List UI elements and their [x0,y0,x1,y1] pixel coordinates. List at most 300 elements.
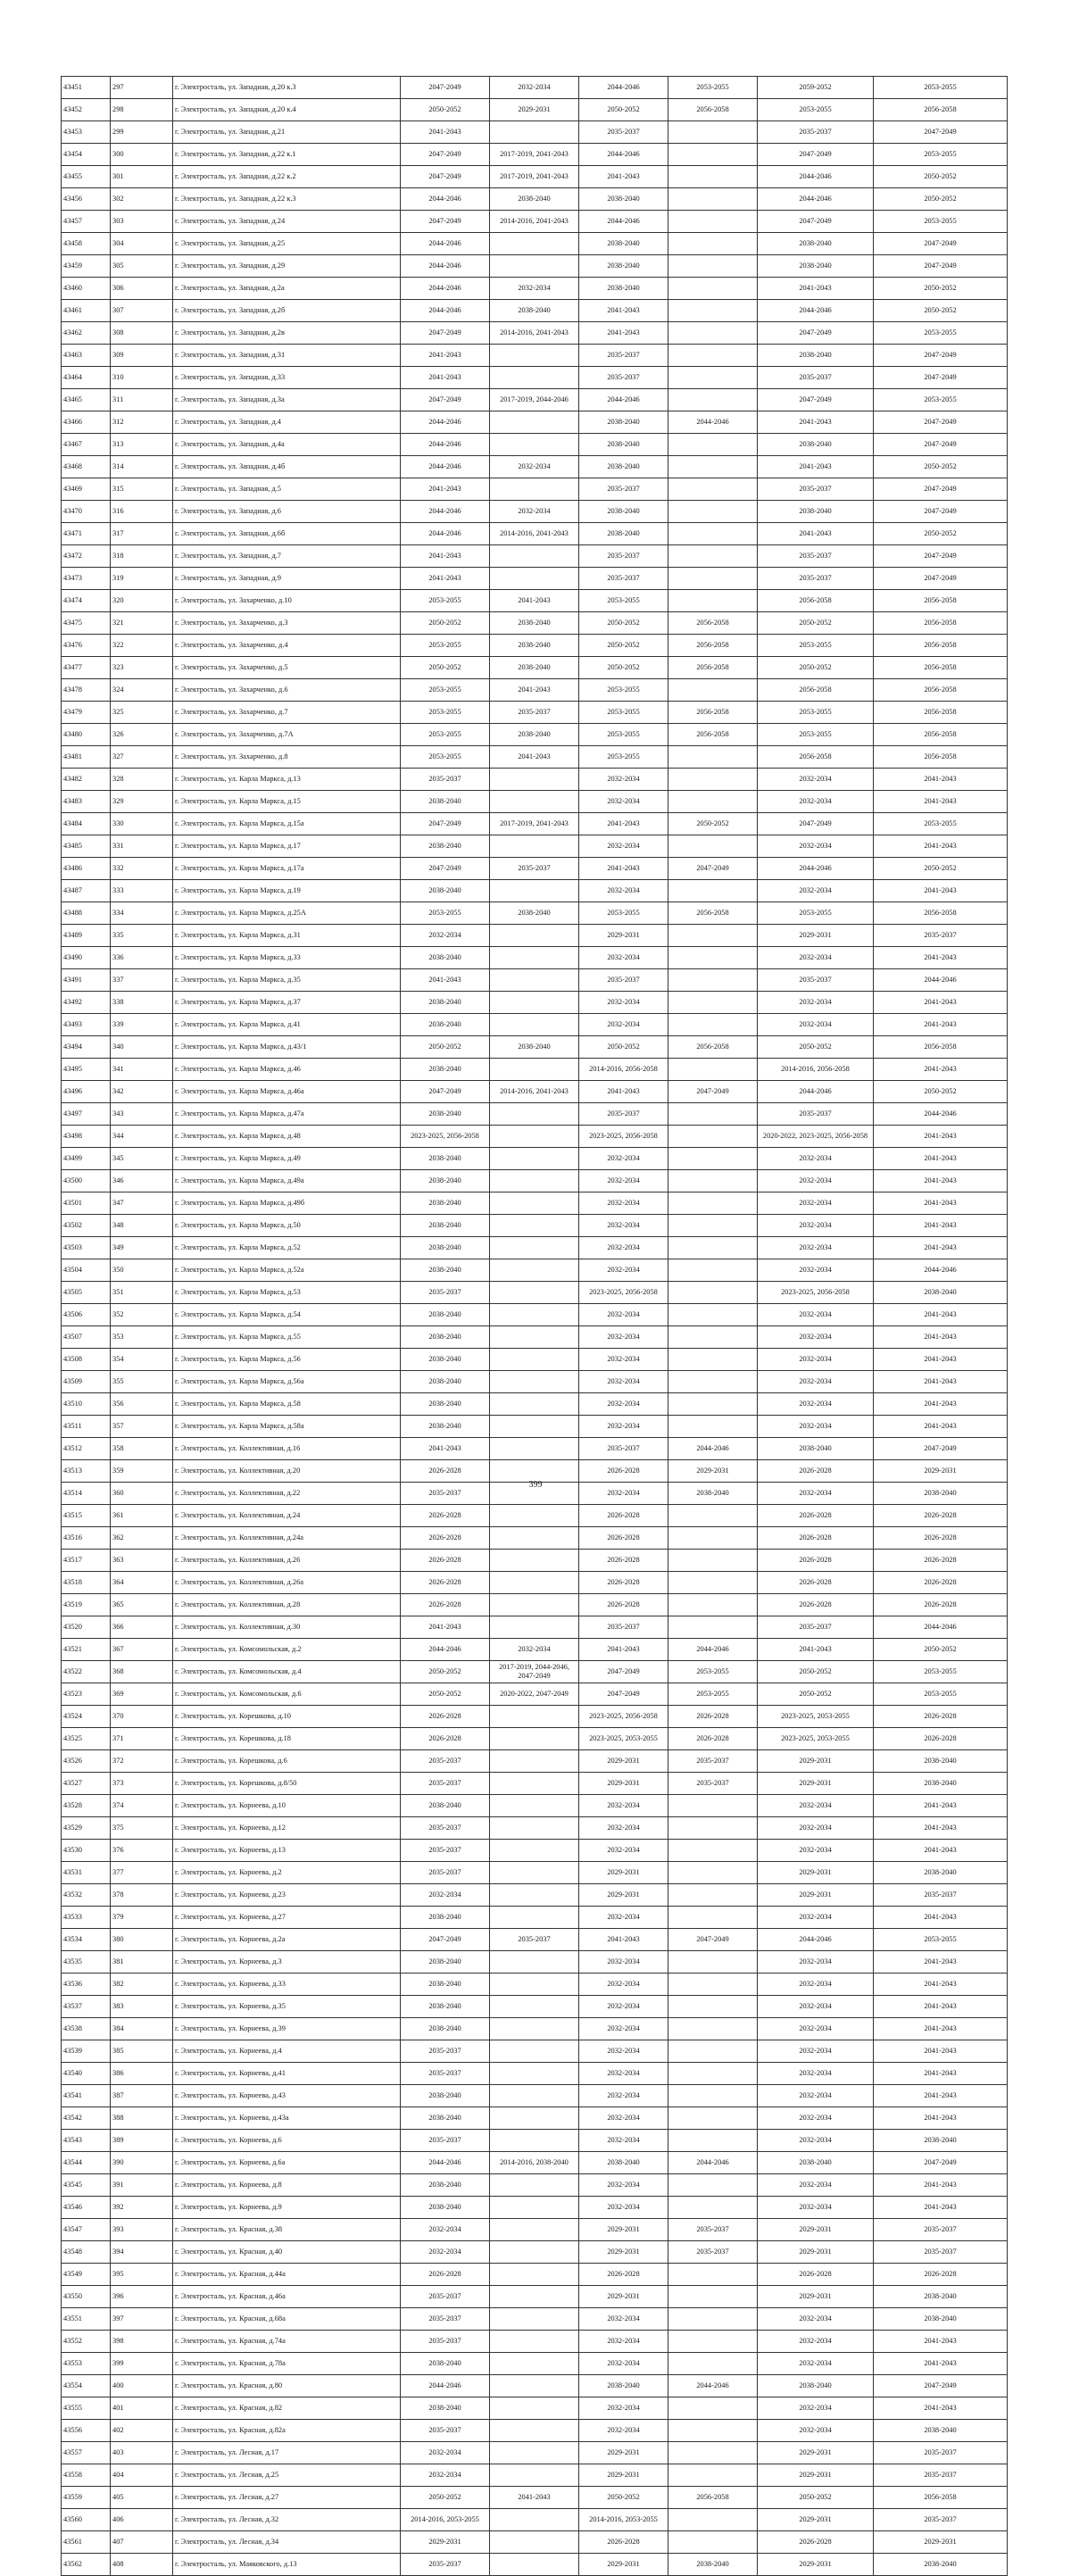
cell-year-range-2: 2038-2040 [490,902,579,925]
cell-address: г. Электросталь, ул. Западная, д.24 [173,211,401,233]
cell-registry-id: 43493 [62,1014,111,1036]
cell-year-range-2 [490,791,579,813]
cell-year-range-5: 2044-2046 [758,1081,874,1103]
cell-year-range-1: 2032-2034 [401,1884,490,1907]
cell-registry-id: 43548 [62,2241,111,2264]
cell-year-range-2 [490,1259,579,1282]
cell-registry-id: 43486 [62,858,111,880]
cell-row-number: 357 [111,1416,173,1438]
cell-year-range-3: 2032-2034 [579,2107,668,2130]
cell-year-range-3: 2023-2025, 2056-2058 [579,1126,668,1148]
cell-address: г. Электросталь, ул. Захарченко, д.7А [173,724,401,746]
table-row [62,2174,1008,2197]
cell-year-range-5: 2023-2025, 2053-2055 [758,1728,874,1750]
cell-row-number: 355 [111,1371,173,1393]
cell-year-range-5: 2032-2034 [758,2063,874,2085]
cell-year-range-5: 2038-2040 [758,501,874,523]
table-row [62,702,1008,724]
cell-year-range-6: 2041-2043 [874,1840,1008,1862]
cell-registry-id: 43466 [62,411,111,434]
cell-year-range-3: 2050-2052 [579,657,668,679]
cell-address: г. Электросталь, ул. Западная, д.33 [173,367,401,389]
cell-year-range-2 [490,2509,579,2531]
cell-year-range-5: 2053-2055 [758,902,874,925]
cell-year-range-3: 2026-2028 [579,1505,668,1527]
cell-address: г. Электросталь, ул. Красная, д.78а [173,2353,401,2375]
cell-year-range-2 [490,2264,579,2286]
cell-row-number: 374 [111,1795,173,1817]
cell-year-range-2: 2038-2040 [490,1036,579,1059]
cell-registry-id: 43560 [62,2509,111,2531]
cell-year-range-2: 2017-2019, 2041-2043 [490,144,579,166]
cell-address: г. Электросталь, ул. Корнеева, д.43 [173,2085,401,2107]
cell-year-range-6: 2047-2049 [874,411,1008,434]
cell-year-range-6: 2041-2043 [874,1304,1008,1326]
cell-year-range-5: 2032-2034 [758,1974,874,1996]
schedule-table [61,76,1008,2576]
cell-year-range-6: 2026-2028 [874,1572,1008,1594]
cell-registry-id: 43503 [62,1237,111,1259]
table-row [62,568,1008,590]
cell-year-range-3: 2032-2034 [579,1416,668,1438]
cell-year-range-4 [668,679,758,702]
table-row [62,791,1008,813]
cell-year-range-5: 2047-2049 [758,813,874,835]
cell-year-range-4 [668,2331,758,2353]
cell-year-range-6: 2041-2043 [874,1326,1008,1349]
cell-address: г. Электросталь, ул. Красная, д.82 [173,2397,401,2420]
cell-year-range-2 [490,1148,579,1170]
cell-address: г. Электросталь, ул. Карла Маркса, д.58а [173,1416,401,1438]
cell-year-range-5: 2029-2031 [758,2442,874,2464]
table-row [62,746,1008,769]
cell-year-range-1: 2035-2037 [401,2286,490,2308]
cell-year-range-2 [490,1996,579,2018]
table-row [62,121,1008,144]
cell-row-number: 362 [111,1527,173,1550]
cell-row-number: 318 [111,545,173,568]
cell-year-range-6: 2044-2046 [874,1259,1008,1282]
cell-row-number: 302 [111,188,173,211]
cell-row-number: 305 [111,255,173,278]
table-row [62,2420,1008,2442]
cell-year-range-5: 2041-2043 [758,1639,874,1661]
cell-year-range-6: 2041-2043 [874,1349,1008,1371]
cell-year-range-6: 2047-2049 [874,255,1008,278]
cell-year-range-1: 2035-2037 [401,1483,490,1505]
cell-year-range-1: 2041-2043 [401,1616,490,1639]
table-row [62,1170,1008,1192]
cell-year-range-3: 2032-2034 [579,2174,668,2197]
cell-row-number: 360 [111,1483,173,1505]
cell-year-range-1: 2029-2031 [401,2531,490,2554]
cell-registry-id: 43478 [62,679,111,702]
cell-year-range-5: 2059-2052 [758,77,874,99]
cell-year-range-6: 2038-2040 [874,2130,1008,2152]
cell-year-range-5: 2035-2037 [758,367,874,389]
cell-year-range-4 [668,1862,758,1884]
cell-address: г. Электросталь, ул. Западная, д.29 [173,255,401,278]
cell-year-range-5: 2044-2046 [758,188,874,211]
cell-registry-id: 43555 [62,2397,111,2420]
cell-registry-id: 43465 [62,389,111,411]
cell-registry-id: 43481 [62,746,111,769]
cell-year-range-2 [490,1304,579,1326]
cell-row-number: 398 [111,2331,173,2353]
cell-year-range-2 [490,2197,579,2219]
cell-year-range-6: 2041-2043 [874,1907,1008,1929]
cell-year-range-6: 2029-2031 [874,1460,1008,1483]
cell-year-range-5: 2056-2058 [758,590,874,612]
cell-registry-id: 43538 [62,2018,111,2040]
cell-year-range-3: 2032-2034 [579,1304,668,1326]
cell-year-range-4 [668,1259,758,1282]
cell-year-range-3: 2032-2034 [579,1795,668,1817]
cell-address: г. Электросталь, ул. Западная, д.4 [173,411,401,434]
cell-address: г. Электросталь, ул. Западная, д.4а [173,434,401,456]
cell-address: г. Электросталь, ул. Карла Маркса, д.54 [173,1304,401,1326]
table-row [62,2308,1008,2331]
cell-year-range-1: 2041-2043 [401,1438,490,1460]
table-row [62,501,1008,523]
cell-year-range-3: 2029-2031 [579,1773,668,1795]
cell-year-range-4 [668,992,758,1014]
cell-year-range-2 [490,1215,579,1237]
cell-year-range-2 [490,1840,579,1862]
cell-year-range-1: 2038-2040 [401,1014,490,1036]
cell-year-range-4: 2053-2055 [668,1683,758,1706]
cell-year-range-6: 2041-2043 [874,880,1008,902]
cell-year-range-6: 2041-2043 [874,1014,1008,1036]
cell-year-range-3: 2041-2043 [579,1081,668,1103]
cell-year-range-6: 2047-2049 [874,545,1008,568]
cell-row-number: 332 [111,858,173,880]
cell-year-range-4: 2044-2046 [668,2152,758,2174]
cell-row-number: 381 [111,1951,173,1974]
cell-registry-id: 43508 [62,1349,111,1371]
cell-year-range-2 [490,1505,579,1527]
cell-address: г. Электросталь, ул. Корнеева, д.13 [173,1840,401,1862]
cell-registry-id: 43469 [62,478,111,501]
cell-year-range-1: 2035-2037 [401,2308,490,2331]
cell-address: г. Электросталь, ул. Коллективная, д.26 [173,1550,401,1572]
cell-year-range-1: 2050-2052 [401,1036,490,1059]
cell-year-range-6: 2047-2049 [874,501,1008,523]
cell-row-number: 300 [111,144,173,166]
cell-year-range-3: 2032-2034 [579,1907,668,1929]
cell-year-range-5: 2035-2037 [758,121,874,144]
cell-year-range-2 [490,1527,579,1550]
cell-year-range-1: 2035-2037 [401,2040,490,2063]
cell-year-range-3: 2023-2025, 2056-2058 [579,1282,668,1304]
cell-registry-id: 43511 [62,1416,111,1438]
cell-year-range-2: 2017-2019, 2041-2043 [490,813,579,835]
cell-year-range-4 [668,1974,758,1996]
cell-year-range-2 [490,969,579,992]
cell-year-range-4 [668,835,758,858]
cell-year-range-6: 2038-2040 [874,2286,1008,2308]
cell-year-range-4: 2056-2058 [668,99,758,121]
cell-year-range-5: 2041-2043 [758,411,874,434]
cell-year-range-2 [490,2040,579,2063]
cell-year-range-4 [668,2420,758,2442]
cell-year-range-4 [668,791,758,813]
cell-year-range-3: 2029-2031 [579,1862,668,1884]
cell-registry-id: 43483 [62,791,111,813]
cell-year-range-3: 2038-2040 [579,233,668,255]
cell-registry-id: 43541 [62,2085,111,2107]
cell-year-range-1: 2038-2040 [401,2107,490,2130]
cell-registry-id: 43547 [62,2219,111,2241]
cell-registry-id: 43494 [62,1036,111,1059]
cell-year-range-1: 2032-2034 [401,2219,490,2241]
cell-registry-id: 43451 [62,77,111,99]
cell-year-range-3: 2032-2034 [579,1483,668,1505]
cell-year-range-6: 2035-2037 [874,2442,1008,2464]
cell-year-range-5: 2038-2040 [758,345,874,367]
cell-year-range-4: 2038-2040 [668,2554,758,2576]
cell-registry-id: 43475 [62,612,111,635]
cell-year-range-6: 2035-2037 [874,1884,1008,1907]
table-row [62,1594,1008,1616]
cell-year-range-6: 2041-2043 [874,2331,1008,2353]
cell-year-range-1: 2041-2043 [401,345,490,367]
cell-year-range-4 [668,568,758,590]
cell-year-range-6: 2050-2052 [874,1639,1008,1661]
cell-year-range-4 [668,2397,758,2420]
cell-row-number: 404 [111,2464,173,2487]
cell-year-range-2: 2038-2040 [490,724,579,746]
cell-row-number: 403 [111,2442,173,2464]
schedule-table-container [61,76,1007,2576]
cell-row-number: 306 [111,278,173,300]
cell-year-range-1: 2035-2037 [401,1817,490,1840]
table-row [62,389,1008,411]
cell-year-range-6: 2035-2037 [874,2219,1008,2241]
cell-year-range-1: 2044-2046 [401,255,490,278]
table-row [62,1907,1008,1929]
cell-address: г. Электросталь, ул. Карла Маркса, д.49 [173,1148,401,1170]
cell-year-range-6: 2041-2043 [874,1393,1008,1416]
table-row [62,1237,1008,1259]
cell-year-range-4 [668,1282,758,1304]
cell-year-range-5: 2032-2034 [758,1349,874,1371]
cell-year-range-5: 2029-2031 [758,1884,874,1907]
cell-year-range-1: 2035-2037 [401,2130,490,2152]
cell-registry-id: 43528 [62,1795,111,1817]
cell-address: г. Электросталь, ул. Западная, д.2а [173,278,401,300]
cell-year-range-5: 2032-2034 [758,2040,874,2063]
cell-year-range-2: 2032-2034 [490,456,579,478]
cell-year-range-4 [668,947,758,969]
cell-registry-id: 43521 [62,1639,111,1661]
cell-year-range-1: 2047-2049 [401,144,490,166]
cell-year-range-5: 2056-2058 [758,746,874,769]
cell-year-range-5: 2038-2040 [758,2152,874,2174]
cell-year-range-2: 2017-2019, 2044-2046, 2047-2049 [490,1661,579,1683]
cell-year-range-4 [668,1148,758,1170]
cell-row-number: 391 [111,2174,173,2197]
cell-year-range-3: 2032-2034 [579,769,668,791]
cell-year-range-3: 2032-2034 [579,2197,668,2219]
cell-registry-id: 43462 [62,322,111,345]
cell-year-range-4: 2026-2028 [668,1706,758,1728]
cell-year-range-2 [490,2531,579,2554]
cell-year-range-1: 2053-2055 [401,746,490,769]
cell-year-range-4: 2056-2058 [668,1036,758,1059]
cell-row-number: 330 [111,813,173,835]
cell-year-range-2: 2038-2040 [490,612,579,635]
cell-registry-id: 43529 [62,1817,111,1840]
cell-address: г. Электросталь, ул. Корешкова, д.10 [173,1706,401,1728]
cell-year-range-6: 2053-2055 [874,1683,1008,1706]
cell-row-number: 344 [111,1126,173,1148]
cell-year-range-3: 2032-2034 [579,880,668,902]
cell-year-range-5: 2032-2034 [758,2308,874,2331]
cell-row-number: 347 [111,1192,173,1215]
cell-row-number: 309 [111,345,173,367]
cell-year-range-5: 2032-2034 [758,2018,874,2040]
cell-year-range-4 [668,2107,758,2130]
cell-year-range-4: 2044-2046 [668,2375,758,2397]
cell-year-range-3: 2050-2052 [579,2487,668,2509]
cell-year-range-5: 2014-2016, 2056-2058 [758,1059,874,1081]
cell-year-range-6: 2056-2058 [874,724,1008,746]
cell-year-range-1: 2026-2028 [401,1460,490,1483]
cell-year-range-2 [490,1706,579,1728]
cell-registry-id: 43526 [62,1750,111,1773]
cell-row-number: 345 [111,1148,173,1170]
table-row [62,99,1008,121]
cell-year-range-4 [668,2130,758,2152]
table-row [62,434,1008,456]
cell-registry-id: 43543 [62,2130,111,2152]
cell-year-range-2 [490,1974,579,1996]
cell-year-range-6: 2038-2040 [874,1750,1008,1773]
cell-year-range-3: 2032-2034 [579,2130,668,2152]
cell-year-range-3: 2035-2037 [579,545,668,568]
cell-year-range-5: 2032-2034 [758,1215,874,1237]
cell-registry-id: 43480 [62,724,111,746]
cell-year-range-6: 2047-2049 [874,345,1008,367]
cell-year-range-3: 2044-2046 [579,211,668,233]
cell-year-range-5: 2032-2034 [758,1795,874,1817]
cell-row-number: 373 [111,1773,173,1795]
cell-row-number: 390 [111,2152,173,2174]
table-row [62,590,1008,612]
cell-year-range-2 [490,2085,579,2107]
cell-registry-id: 43512 [62,1438,111,1460]
cell-year-range-3: 2047-2049 [579,1661,668,1683]
cell-year-range-5: 2041-2043 [758,456,874,478]
table-row [62,880,1008,902]
cell-row-number: 326 [111,724,173,746]
table-row [62,1036,1008,1059]
cell-year-range-3: 2032-2034 [579,1996,668,2018]
cell-year-range-6: 2041-2043 [874,835,1008,858]
cell-year-range-6: 2047-2049 [874,2375,1008,2397]
cell-row-number: 405 [111,2487,173,2509]
cell-year-range-1: 2035-2037 [401,2331,490,2353]
cell-year-range-6: 2041-2043 [874,2018,1008,2040]
table-row [62,523,1008,545]
cell-year-range-5: 2032-2034 [758,1170,874,1192]
table-row [62,2241,1008,2264]
cell-year-range-5: 2035-2037 [758,969,874,992]
cell-year-range-4 [668,1840,758,1862]
cell-year-range-4 [668,2464,758,2487]
cell-registry-id: 43507 [62,1326,111,1349]
cell-year-range-4: 2038-2040 [668,1483,758,1505]
cell-year-range-1: 2038-2040 [401,1393,490,1416]
table-row [62,969,1008,992]
cell-year-range-2: 2029-2031 [490,99,579,121]
cell-year-range-6: 2056-2058 [874,99,1008,121]
cell-row-number: 340 [111,1036,173,1059]
cell-registry-id: 43500 [62,1170,111,1192]
cell-registry-id: 43527 [62,1773,111,1795]
cell-address: г. Электросталь, ул. Западная, д.22 к.2 [173,166,401,188]
cell-year-range-3: 2035-2037 [579,345,668,367]
cell-year-range-3: 2032-2034 [579,2085,668,2107]
cell-year-range-6: 2053-2055 [874,813,1008,835]
cell-row-number: 299 [111,121,173,144]
cell-year-range-3: 2032-2034 [579,1215,668,1237]
cell-year-range-2 [490,1103,579,1126]
cell-registry-id: 43467 [62,434,111,456]
cell-year-range-5: 2032-2034 [758,835,874,858]
table-row [62,2264,1008,2286]
cell-year-range-3: 2029-2031 [579,2241,668,2264]
cell-year-range-6: 2053-2055 [874,1661,1008,1683]
cell-address: г. Электросталь, ул. Западная, д.2в [173,322,401,345]
cell-registry-id: 43485 [62,835,111,858]
cell-year-range-5: 2041-2043 [758,278,874,300]
cell-year-range-5: 2035-2037 [758,1103,874,1126]
cell-row-number: 319 [111,568,173,590]
cell-row-number: 313 [111,434,173,456]
cell-year-range-5: 2035-2037 [758,545,874,568]
cell-year-range-4 [668,188,758,211]
cell-year-range-5: 2029-2031 [758,2554,874,2576]
cell-row-number: 324 [111,679,173,702]
cell-year-range-6: 2041-2043 [874,1215,1008,1237]
cell-year-range-4 [668,345,758,367]
cell-year-range-6: 2047-2049 [874,568,1008,590]
cell-row-number: 310 [111,367,173,389]
table-row [62,77,1008,99]
table-row [62,545,1008,568]
cell-year-range-1: 2038-2040 [401,1974,490,1996]
cell-year-range-2 [490,121,579,144]
cell-year-range-1: 2044-2046 [401,233,490,255]
cell-year-range-3: 2032-2034 [579,1192,668,1215]
cell-row-number: 343 [111,1103,173,1126]
cell-row-number: 303 [111,211,173,233]
cell-year-range-3: 2032-2034 [579,1326,668,1349]
cell-year-range-6: 2041-2043 [874,2197,1008,2219]
cell-registry-id: 43464 [62,367,111,389]
cell-row-number: 315 [111,478,173,501]
cell-year-range-3: 2047-2049 [579,1683,668,1706]
cell-address: г. Электросталь, ул. Карла Маркса, д.15 [173,791,401,813]
cell-year-range-3: 2032-2034 [579,947,668,969]
cell-year-range-1: 2032-2034 [401,925,490,947]
cell-year-range-2 [490,2397,579,2420]
cell-year-range-2 [490,1059,579,1081]
cell-registry-id: 43532 [62,1884,111,1907]
cell-year-range-5: 2032-2034 [758,2107,874,2130]
